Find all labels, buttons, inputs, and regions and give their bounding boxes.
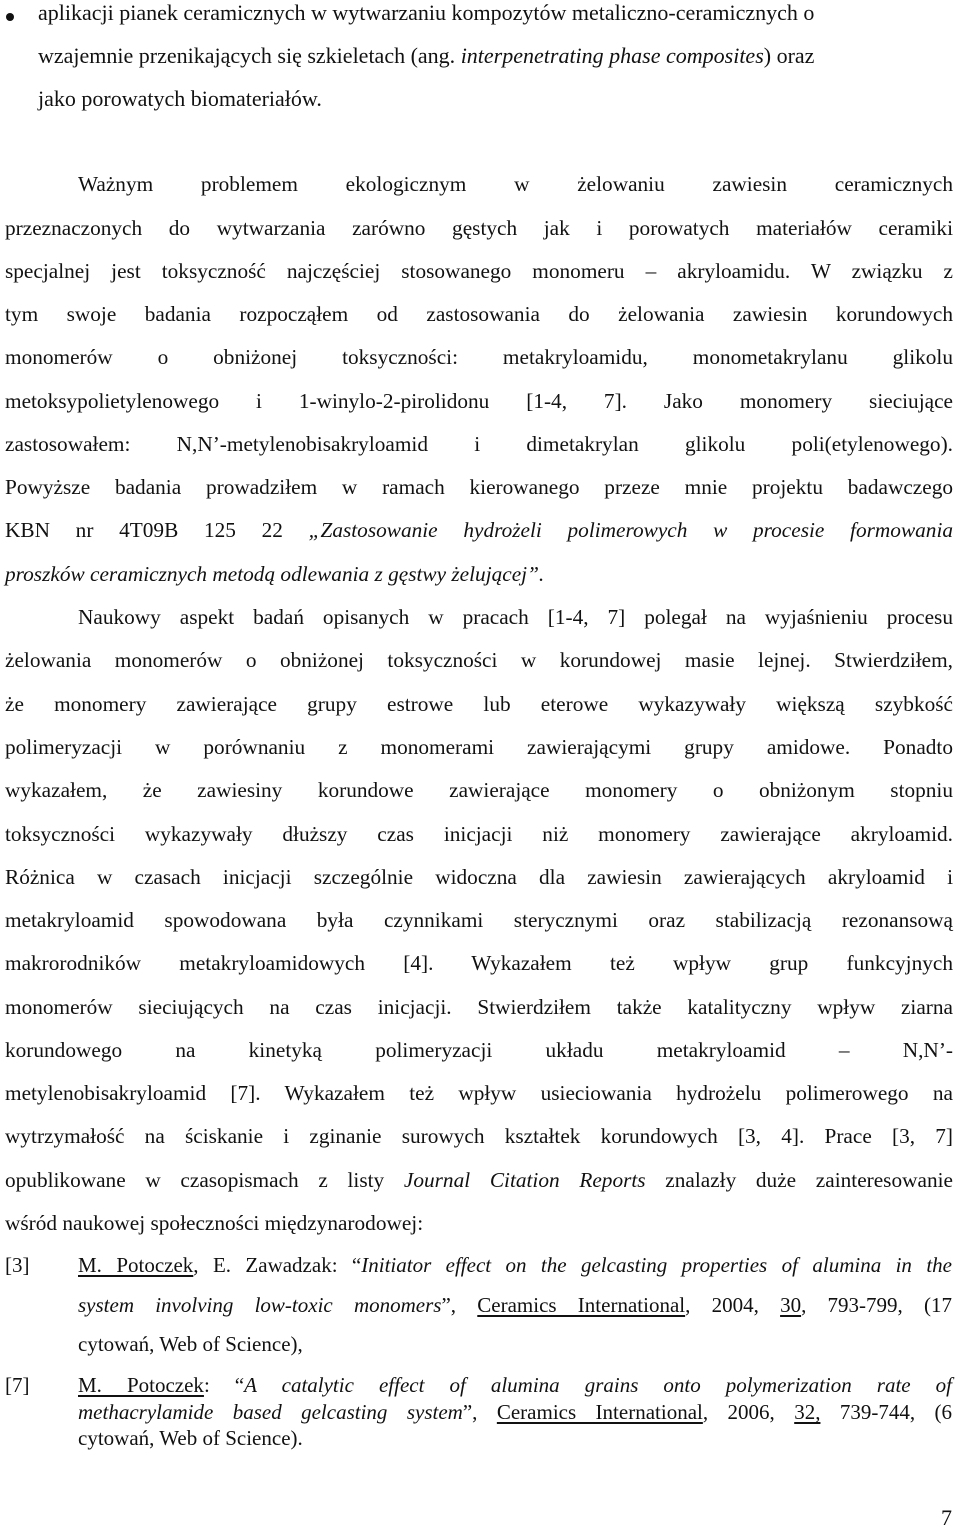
- reference-3-volume: 30: [780, 1293, 802, 1317]
- reference-3-line-1: [78, 1253, 952, 1278]
- project-title-italic-end: proszków ceramicznych metodą odlewania z gęstwy żelującej”.: [5, 562, 545, 586]
- reference-7-journal: Ceramics International: [496, 1400, 703, 1424]
- paragraph-2-line: makrorodników metakryloamidowych [4]. Wykazałem też wpływ grup funkcyjnych: [5, 951, 953, 975]
- reference-7-number: [7]: [5, 1373, 30, 1397]
- reference-3-year: , 2004,: [685, 1293, 781, 1317]
- reference-7-year: , 2006,: [702, 1400, 795, 1424]
- paragraph-1-line: monomerów o obniżonej toksyczności: metakryloamidu, monometakrylanu glikolu: [5, 345, 953, 369]
- reference-3-punct: ”,: [441, 1293, 478, 1317]
- reference-3-citations: cytowań, Web of Science),: [78, 1332, 303, 1356]
- bullet-line-3: jako porowatych biomateriałów.: [38, 86, 322, 111]
- reference-3-author-underlined: M. Potoczek: [78, 1253, 194, 1277]
- reference-7-author-underlined: M. Potoczek: [78, 1373, 204, 1397]
- paragraph-2-line: [5, 1168, 953, 1193]
- paragraph-2-line: toksyczności wykazywały dłuższy czas inicjacji niż monomery zawierające akryloamid.: [5, 822, 953, 846]
- paragraph-2-line: korundowego na kinetyką polimeryzacji układu metakryloamid – N,N’-: [5, 1038, 953, 1062]
- bullet-line-2-italic: interpenetrating phase composites: [460, 43, 764, 68]
- paragraph-2-line: metakryloamid spowodowana była czynnikami sterycznymi oraz stabilizacją rezonansową: [5, 908, 953, 932]
- reference-7-pages: 739-744, (6: [820, 1400, 953, 1424]
- paragraph-1-line: Powyższe badania prowadziłem w ramach kierowanego przeze mnie projektu badawczego: [5, 475, 953, 499]
- page-number: 7: [941, 1505, 952, 1530]
- reference-3-title-end: system involving low-toxic monomers: [78, 1293, 442, 1317]
- paragraph-1-line: metoksypolietylenowego i 1-winylo-2-pirolidonu [1-4, 7]. Jako monomery sieciujące: [5, 389, 953, 413]
- reference-7-title-end: methacrylamide based gelcasting system: [78, 1400, 463, 1424]
- paragraph-2-line: polimeryzacji w porównaniu z monomerami zawierającymi grupy amidowe. Ponadto: [5, 735, 953, 759]
- paragraph-2-line: wykazałem, że zawiesiny korundowe zawierające monomery o obniżonym stopniu: [5, 778, 953, 802]
- reference-3-pages: , 793-799, (17: [801, 1293, 953, 1317]
- project-title-italic: „Zastosowanie hydrożeli polimerowych w procesie formowania: [308, 518, 954, 542]
- paragraph-2-line-end: znalazły duże zainteresowanie: [645, 1168, 953, 1192]
- reference-3-number: [3]: [5, 1253, 30, 1277]
- paragraph-2-line: że monomery zawierające grupy estrowe lub eterowe wykazywały większą szybkość: [5, 692, 953, 716]
- paragraph-2-line: żelowania monomerów o obniżonej toksyczności w korundowej masie lejnej. Stwierdziłem,: [5, 648, 953, 672]
- paragraph-1-line-text: KBN nr 4T09B 125 22: [5, 518, 309, 542]
- reference-7-citations: cytowań, Web of Science).: [78, 1426, 303, 1450]
- bullet-line-1: aplikacji pianek ceramicznych w wytwarzaniu kompozytów metaliczno-ceramicznych o: [38, 0, 815, 25]
- reference-3-title: Initiator effect on the gelcasting properties of alumina in the: [361, 1253, 952, 1277]
- paragraph-1-line: przeznaczonych do wytwarzania zarówno gęstych jak i porowatych materiałów ceramiki: [5, 216, 953, 240]
- bullet-icon: [6, 13, 14, 21]
- reference-7-title: A catalytic effect of alumina grains onto polymerization rate of: [244, 1373, 952, 1397]
- reference-3-authors: , E. Zawadzak: “: [193, 1253, 362, 1277]
- paragraph-2-line-text: opublikowane w czasopismach z listy: [5, 1168, 404, 1192]
- reference-3-journal: Ceramics International: [477, 1293, 686, 1317]
- reference-7-punct: : “: [203, 1373, 245, 1397]
- bullet-line-2: [38, 43, 814, 69]
- paragraph-1-line: tym swoje badania rozpocząłem od zastosowania do żelowania zawiesin korundowych: [5, 302, 953, 326]
- reference-7-line-2: [78, 1400, 952, 1425]
- reference-3-line-2: [78, 1293, 952, 1318]
- reference-7-punct-2: ”,: [462, 1400, 497, 1424]
- paragraph-1-line: specjalnej jest toksyczność najczęściej stosowanego monomeru – akryloamidu. W związku z: [5, 259, 953, 283]
- paragraph-2-line: Naukowy aspekt badań opisanych w pracach [1-4, 7] polegał na wyjaśnieniu procesu: [78, 605, 953, 629]
- paragraph-2-line: Różnica w czasach inicjacji szczególnie widoczna dla zawiesin zawierających akryloamid i: [5, 865, 953, 889]
- bullet-line-2-text: wzajemnie przenikających się szkieletach (ang.: [38, 43, 461, 68]
- paragraph-1-line: [5, 518, 953, 543]
- bullet-line-2-end: ) oraz: [763, 43, 815, 68]
- paragraph-1-line: zastosowałem: N,N’-metylenobisakryloamid i dimetakrylan glikolu poli(etylenowego).: [5, 432, 953, 456]
- paragraph-2-line: monomerów sieciujących na czas inicjacji. Stwierdziłem także katalityczny wpływ ziarna: [5, 995, 953, 1019]
- reference-7-volume: 32,: [794, 1400, 821, 1424]
- paragraph-2-line: wytrzymałość na ściskanie i zginanie surowych kształtek korundowych [3, 4]. Prace [3, 7]: [5, 1124, 953, 1148]
- reference-7-line-1: [78, 1373, 952, 1398]
- paragraph-1-line: Ważnym problemem ekologicznym w żelowaniu zawiesin ceramicznych: [78, 172, 953, 196]
- journal-list-italic: Journal Citation Reports: [403, 1168, 646, 1192]
- paragraph-1-line: [5, 562, 544, 587]
- paragraph-2-line: metylenobisakryloamid [7]. Wykazałem też wpływ usieciowania hydrożelu polimerowego na: [5, 1081, 953, 1105]
- paragraph-2-line: wśród naukowej społeczności międzynarodowej:: [5, 1211, 424, 1235]
